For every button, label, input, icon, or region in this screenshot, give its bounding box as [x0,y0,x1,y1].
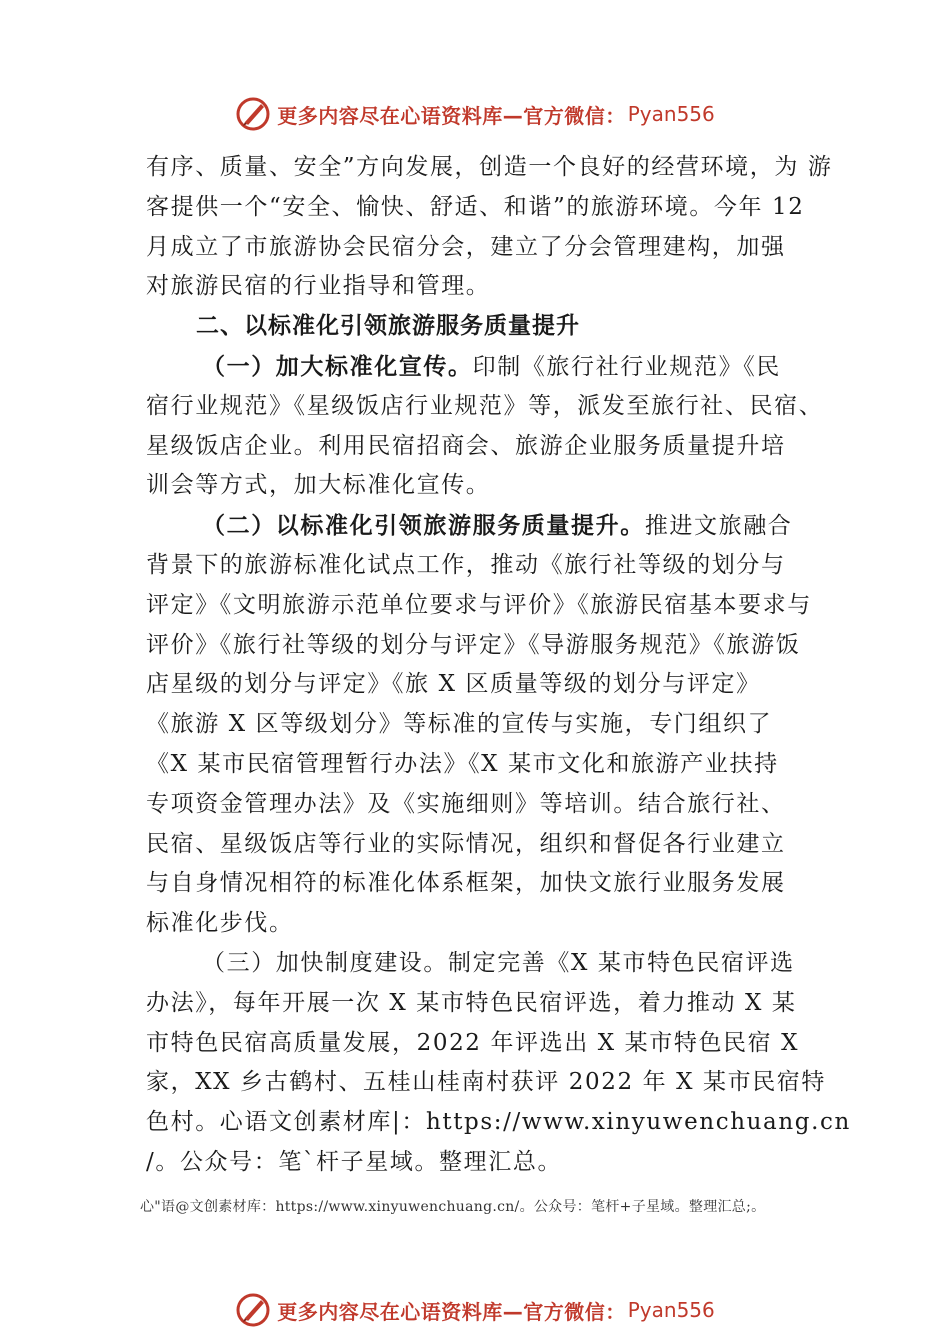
paragraph-line: 月成立了市旅游协会民宿分会，建立了分会管理建构，加强 [146,233,786,260]
paragraph-line: 色村。心语文创素材库|：https://www.xinyuwenchuang.cn [146,1109,851,1136]
paragraph-line: 评价》《旅行社等级的划分与评定》《导游服务规范》《旅游饭 [146,631,801,658]
banner-wechat-id: Pyan556 [627,102,715,126]
subsection-1-text: 印制《旅行社行业规范》《民 [472,353,781,380]
subsection-2-text: 推进文旅融合 [644,513,793,540]
paragraph-line: 专项资金管理办法》及《实施细则》等培训。结合旅行社、 [146,790,786,817]
pen-logo-icon [235,96,271,132]
section-heading: 二、以标准化引领旅游服务质量提升 [196,313,580,340]
document-body [146,148,851,1183]
paragraph-line: 有序、质量、安全”方向发展，创造一个良好的经营环境，为 游 [146,154,833,180]
paragraph-line: 背景下的旅游标准化试点工作，推动《旅行社等级的划分与 [146,551,786,578]
subsection-1-title: （一）加大标准化宣传。 [202,352,473,380]
footer-banner [0,1290,950,1330]
header-banner [0,94,950,134]
subsection-2-title: （二）以标准化引领旅游服务质量提升。 [202,512,645,540]
banner-text: 更多内容尽在心语资料库—官方微信： [277,103,626,128]
paragraph-line: 办法》，每年开展一次 X 某市特色民宿评选，着力推动 X 某 [146,989,797,1016]
banner-text: 更多内容尽在心语资料库—官方微信： [277,1299,626,1324]
paragraph-line: 民宿、星级饭店等行业的实际情况，组织和督促各行业建立 [146,830,786,857]
subsection-3-first-line: （三）加快制度建设。制定完善《X 某市特色民宿评选 [202,949,795,976]
paragraph-line: 星级饭店企业。利用民宿招商会、旅游企业服务质量提升培 [146,432,786,459]
paragraph-line: 对旅游民宿的行业指导和管理。 [146,273,491,300]
paragraph-line: 店星级的划分与评定》《旅 X 区质量等级的划分与评定》 [146,671,761,698]
subsection-2-first-line [146,506,826,546]
paragraph-line: 市特色民宿高质量发展，2022 年评选出 X 某市特色民宿 X [146,1029,800,1056]
paragraph-line: 家，XX 乡古鹤村、五桂山桂南村获评 2022 年 X 某市民宿特 [146,1069,827,1096]
paragraph-line: 《旅游 X 区等级划分》等标准的宣传与实施，专门组织了 [146,711,773,738]
paragraph-line: /。公众号：笔`杆子星域。整理汇总。 [146,1148,563,1175]
paragraph-line: 宿行业规范》《星级饭店行业规范》等，派发至旅行社、民宿、 [146,392,824,419]
paragraph-line: 《X 某市民宿管理暂行办法》《X 某市文化和旅游产业扶持 [146,750,779,777]
paragraph-line: 与自身情况相符的标准化体系框架，加快文旅行业服务发展 [146,870,786,897]
paragraph-line: 客提供一个“安全、愉快、舒适、和谐”的旅游环境。今年 12 [146,193,805,220]
pen-logo-icon [235,1292,271,1328]
banner-wechat-id: Pyan556 [627,1298,715,1322]
paragraph-line: 标准化步伐。 [146,910,294,937]
footnote-watermark: 心"语@文创素材库：https://www.xinyuwenchuang.cn/。公众号：笔杆+子星域。整理汇总;。 [140,1199,766,1215]
paragraph-line: 训会等方式，加大标准化宣传。 [146,472,491,499]
subsection-1-first-line [146,347,826,387]
paragraph-line: 评定》《文明旅游示范单位要求与评价》《旅游民宿基本要求与 [146,591,812,618]
